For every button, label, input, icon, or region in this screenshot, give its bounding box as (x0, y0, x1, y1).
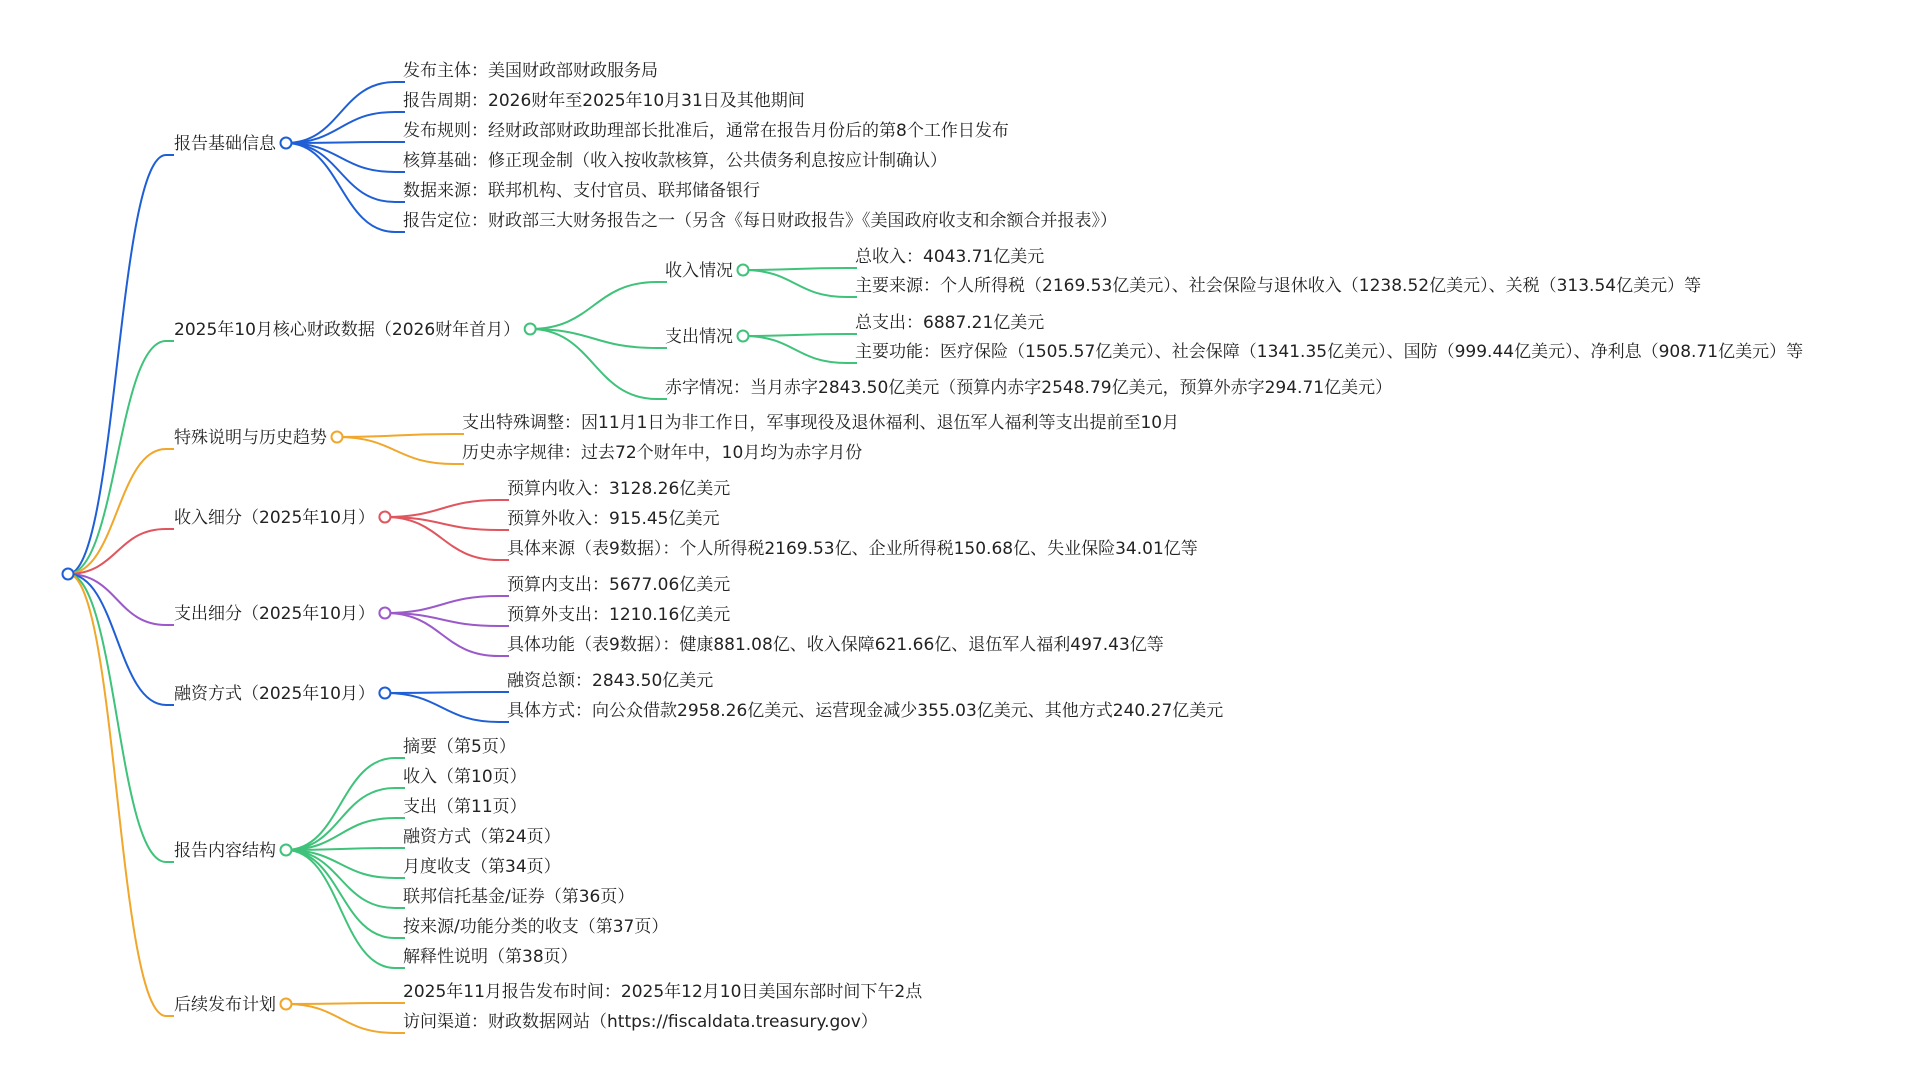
branch-label-5: 支出细分（2025年10月） (174, 604, 375, 624)
child-link-1-5 (286, 143, 395, 202)
branch-label-3: 特殊说明与历史趋势 (174, 428, 327, 448)
child-link-8-1 (286, 1003, 395, 1004)
branch-link-7 (68, 574, 166, 862)
child-label-2-2: 支出情况 (665, 327, 733, 347)
branch-label-2: 2025年10月核心财政数据（2026财年首月） (174, 320, 521, 340)
grandchild-label-2-1-1: 总收入：4043.71亿美元 (855, 247, 1045, 267)
child-link-1-4 (286, 143, 395, 172)
child-label-6-1: 融资总额：2843.50亿美元 (507, 671, 714, 691)
child-label-2-1: 收入情况 (665, 261, 733, 281)
child-link-7-3 (286, 818, 395, 850)
branch-knob-3[interactable] (332, 432, 343, 443)
branch-knob-5[interactable] (379, 608, 390, 619)
branch-label-4: 收入细分（2025年10月） (174, 508, 375, 528)
mindmap-nodes (63, 61, 1804, 1032)
branch-label-6: 融资方式（2025年10月） (174, 684, 375, 704)
child-label-1-6: 报告定位：财政部三大财务报告之一（另含《每日财政报告》《美国政府收支和余额合并报表》） (403, 211, 1117, 231)
branch-knob-6[interactable] (379, 688, 390, 699)
child-link-6-1 (385, 692, 499, 693)
child-label-7-5: 月度收支（第34页） (403, 857, 561, 877)
child-label-7-8: 解释性说明（第38页） (403, 947, 578, 967)
grandchild-label-2-1-2: 主要来源：个人所得税（2169.53亿美元）、社会保险与退休收入（1238.52亿美元）、关税（313.54亿美元）等 (855, 276, 1702, 296)
child-label-8-1: 2025年11月报告发布时间：2025年12月10日美国东部时间下午2点 (403, 982, 923, 1002)
child-label-7-6: 联邦信托基金/证券（第36页） (403, 887, 635, 907)
child-link-7-8 (286, 850, 395, 968)
child-label-4-2: 预算外收入：915.45亿美元 (507, 509, 720, 529)
child-label-5-1: 预算内支出：5677.06亿美元 (507, 575, 731, 595)
child-link-5-1 (385, 596, 499, 613)
branch-label-1: 报告基础信息 (174, 134, 276, 154)
child-link-2-1 (530, 282, 657, 329)
branch-knob-7[interactable] (281, 845, 292, 856)
branch-knob-8[interactable] (281, 999, 292, 1010)
grandchild-label-2-2-2: 主要功能：医疗保险（1505.57亿美元）、社会保障（1341.35亿美元）、国防（999.44亿美元）、净利息（908.71亿美元）等 (855, 342, 1804, 362)
child-label-1-1: 发布主体：美国财政部财政服务局 (403, 61, 658, 81)
branch-knob-4[interactable] (379, 512, 390, 523)
branch-link-3 (68, 449, 166, 574)
branch-knob-2[interactable] (525, 324, 536, 335)
child-label-4-3: 具体来源（表9数据）：个人所得税2169.53亿、企业所得税150.68亿、失业保险34.01亿等 (507, 539, 1198, 559)
child-label-3-1: 支出特殊调整：因11月1日为非工作日，军事现役及退休福利、退伍军人福利等支出提前至10月 (462, 413, 1180, 433)
child-label-7-2: 收入（第10页） (403, 767, 527, 787)
grandchild-link-2-1-1 (743, 268, 847, 270)
child-link-7-6 (286, 850, 395, 908)
child-link-4-1 (385, 500, 499, 517)
grandchild-link-2-2-1 (743, 334, 847, 336)
child-label-5-3: 具体功能（表9数据）：健康881.08亿、收入保障621.66亿、退伍军人福利497.43亿等 (507, 635, 1164, 655)
child-link-7-1 (286, 758, 395, 850)
child-link-3-1 (337, 434, 454, 437)
child-label-7-7: 按来源/功能分类的收支（第37页） (403, 917, 669, 937)
child-label-7-3: 支出（第11页） (403, 797, 527, 817)
child-link-3-2 (337, 437, 454, 464)
child-knob-2-2[interactable] (738, 331, 749, 342)
grandchild-link-2-1-2 (743, 270, 847, 297)
child-link-1-2 (286, 112, 395, 143)
child-label-2-3: 赤字情况：当月赤字2843.50亿美元（预算内赤字2548.79亿美元，预算外赤字294.71亿美元） (665, 378, 1393, 398)
branch-link-6 (68, 574, 166, 705)
child-label-5-2: 预算外支出：1210.16亿美元 (507, 605, 731, 625)
child-link-1-6 (286, 143, 395, 232)
child-knob-2-1[interactable] (738, 265, 749, 276)
branch-knob-1[interactable] (281, 138, 292, 149)
child-label-4-1: 预算内收入：3128.26亿美元 (507, 479, 731, 499)
child-link-1-3 (286, 142, 395, 143)
child-label-7-4: 融资方式（第24页） (403, 827, 561, 847)
root-knob[interactable] (63, 569, 74, 580)
branch-label-8: 后续发布计划 (174, 995, 276, 1015)
child-label-1-2: 报告周期：2026财年至2025年10月31日及其他期间 (403, 91, 805, 111)
child-label-6-2: 具体方式：向公众借款2958.26亿美元、运营现金减少355.03亿美元、其他方式240.27亿美元 (507, 701, 1224, 721)
child-label-3-2: 历史赤字规律：过去72个财年中，10月均为赤字月份 (462, 443, 863, 463)
branch-link-5 (68, 574, 166, 625)
grandchild-label-2-2-1: 总支出：6887.21亿美元 (855, 313, 1045, 333)
branch-label-7: 报告内容结构 (174, 841, 276, 861)
branch-link-2 (68, 341, 166, 574)
child-label-1-5: 数据来源：联邦机构、支付官员、联邦储备银行 (403, 181, 760, 201)
child-label-1-3: 发布规则：经财政部财政助理部长批准后，通常在报告月份后的第8个工作日发布 (403, 121, 1009, 141)
child-link-6-2 (385, 693, 499, 722)
child-label-7-1: 摘要（第5页） (403, 737, 516, 757)
grandchild-link-2-2-2 (743, 336, 847, 363)
child-label-1-4: 核算基础：修正现金制（收入按收款核算，公共债务利息按应计制确认） (403, 151, 947, 171)
child-label-8-2: 访问渠道：财政数据网站（https://fiscaldata.treasury.gov） (403, 1012, 878, 1032)
child-link-8-2 (286, 1004, 395, 1033)
